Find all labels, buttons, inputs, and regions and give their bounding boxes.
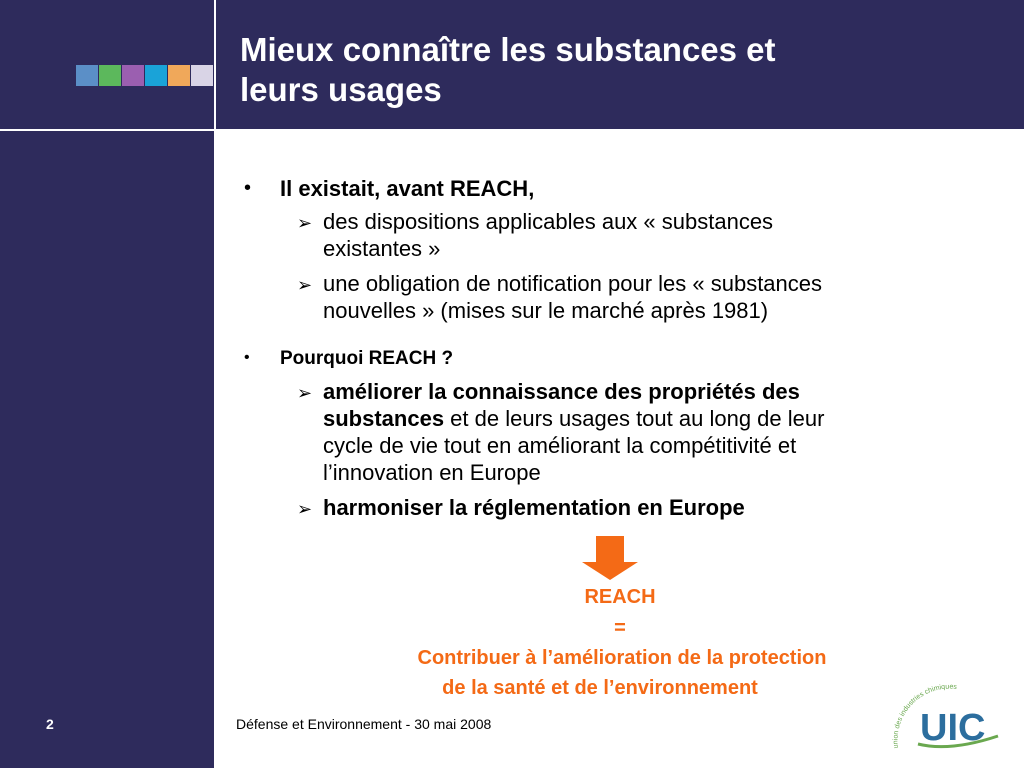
horizontal-divider [0,129,1024,131]
bullet-2-sub-1-line-1: améliorer la connaissance des propriétés des [323,379,800,404]
color-swatch [122,65,144,86]
bullet-2-sub-1-rest: et de leurs usages tout au long de leur [444,406,825,431]
bullet-1-sub-1-line-2: existantes » [323,236,441,261]
bullet-1-sub-1-line-1: des dispositions applicables aux « substances [323,209,774,234]
bullet-1-sub-2-line-2: nouvelles » (mises sur le marché après 1981) [323,298,769,323]
slide-title [240,30,1000,110]
result-reach: REACH [584,586,656,608]
arrow-bullet-icon: ➢ [297,499,313,519]
result-line-4: de la santé et de l’environnement [442,677,758,699]
color-swatch [76,65,98,86]
result-line-3: Contribuer à l’amélioration de la protection [417,647,827,669]
page-number: 2 [46,716,54,732]
bullet-2-sub-1-line-4: l’innovation en Europe [323,460,541,485]
bullet-1-sub-2 [323,270,822,324]
bullet-dot: • [244,177,252,199]
bullet-2-sub-1 [323,378,824,486]
footer-text: Défense et Environnement - 30 mai 2008 [236,716,492,732]
color-swatch-strip [76,65,214,86]
color-swatch [99,65,121,86]
bullet-2-sub-1-line-2 [323,405,824,432]
bullet-2-sub-1-line-3: cycle de vie tout en améliorant la compétitivité et [323,433,797,458]
slide-title-line-2: leurs usages [240,71,442,108]
bullet-dot: • [244,349,250,366]
color-swatch [145,65,167,86]
slide-title-line-1: Mieux connaître les substances et [240,31,776,68]
color-swatch [191,65,213,86]
bullet-2-sub-1-bold-word: substances [323,406,445,431]
bullet-2-text: Pourquoi REACH ? [280,348,454,369]
arrow-bullet-icon: ➢ [297,275,313,295]
bullet-2-sub-2: harmoniser la réglementation en Europe [323,495,745,520]
arrow-bullet-icon: ➢ [297,213,313,233]
down-arrow-icon [578,536,642,580]
uic-logo-icon [880,678,1006,758]
bullet-1-sub-2-line-1: une obligation de notification pour les « substances [323,271,823,296]
vertical-divider [214,0,216,768]
bullet-1-sub-1 [323,208,773,262]
logo-arc-textpath: union des industries chimiques [892,683,958,749]
logo-letters: UIC [920,707,986,749]
result-equals: = [614,617,626,639]
color-swatch [168,65,190,86]
arrow-bullet-icon: ➢ [297,383,313,403]
bullet-1-text: Il existait, avant REACH, [280,176,535,201]
